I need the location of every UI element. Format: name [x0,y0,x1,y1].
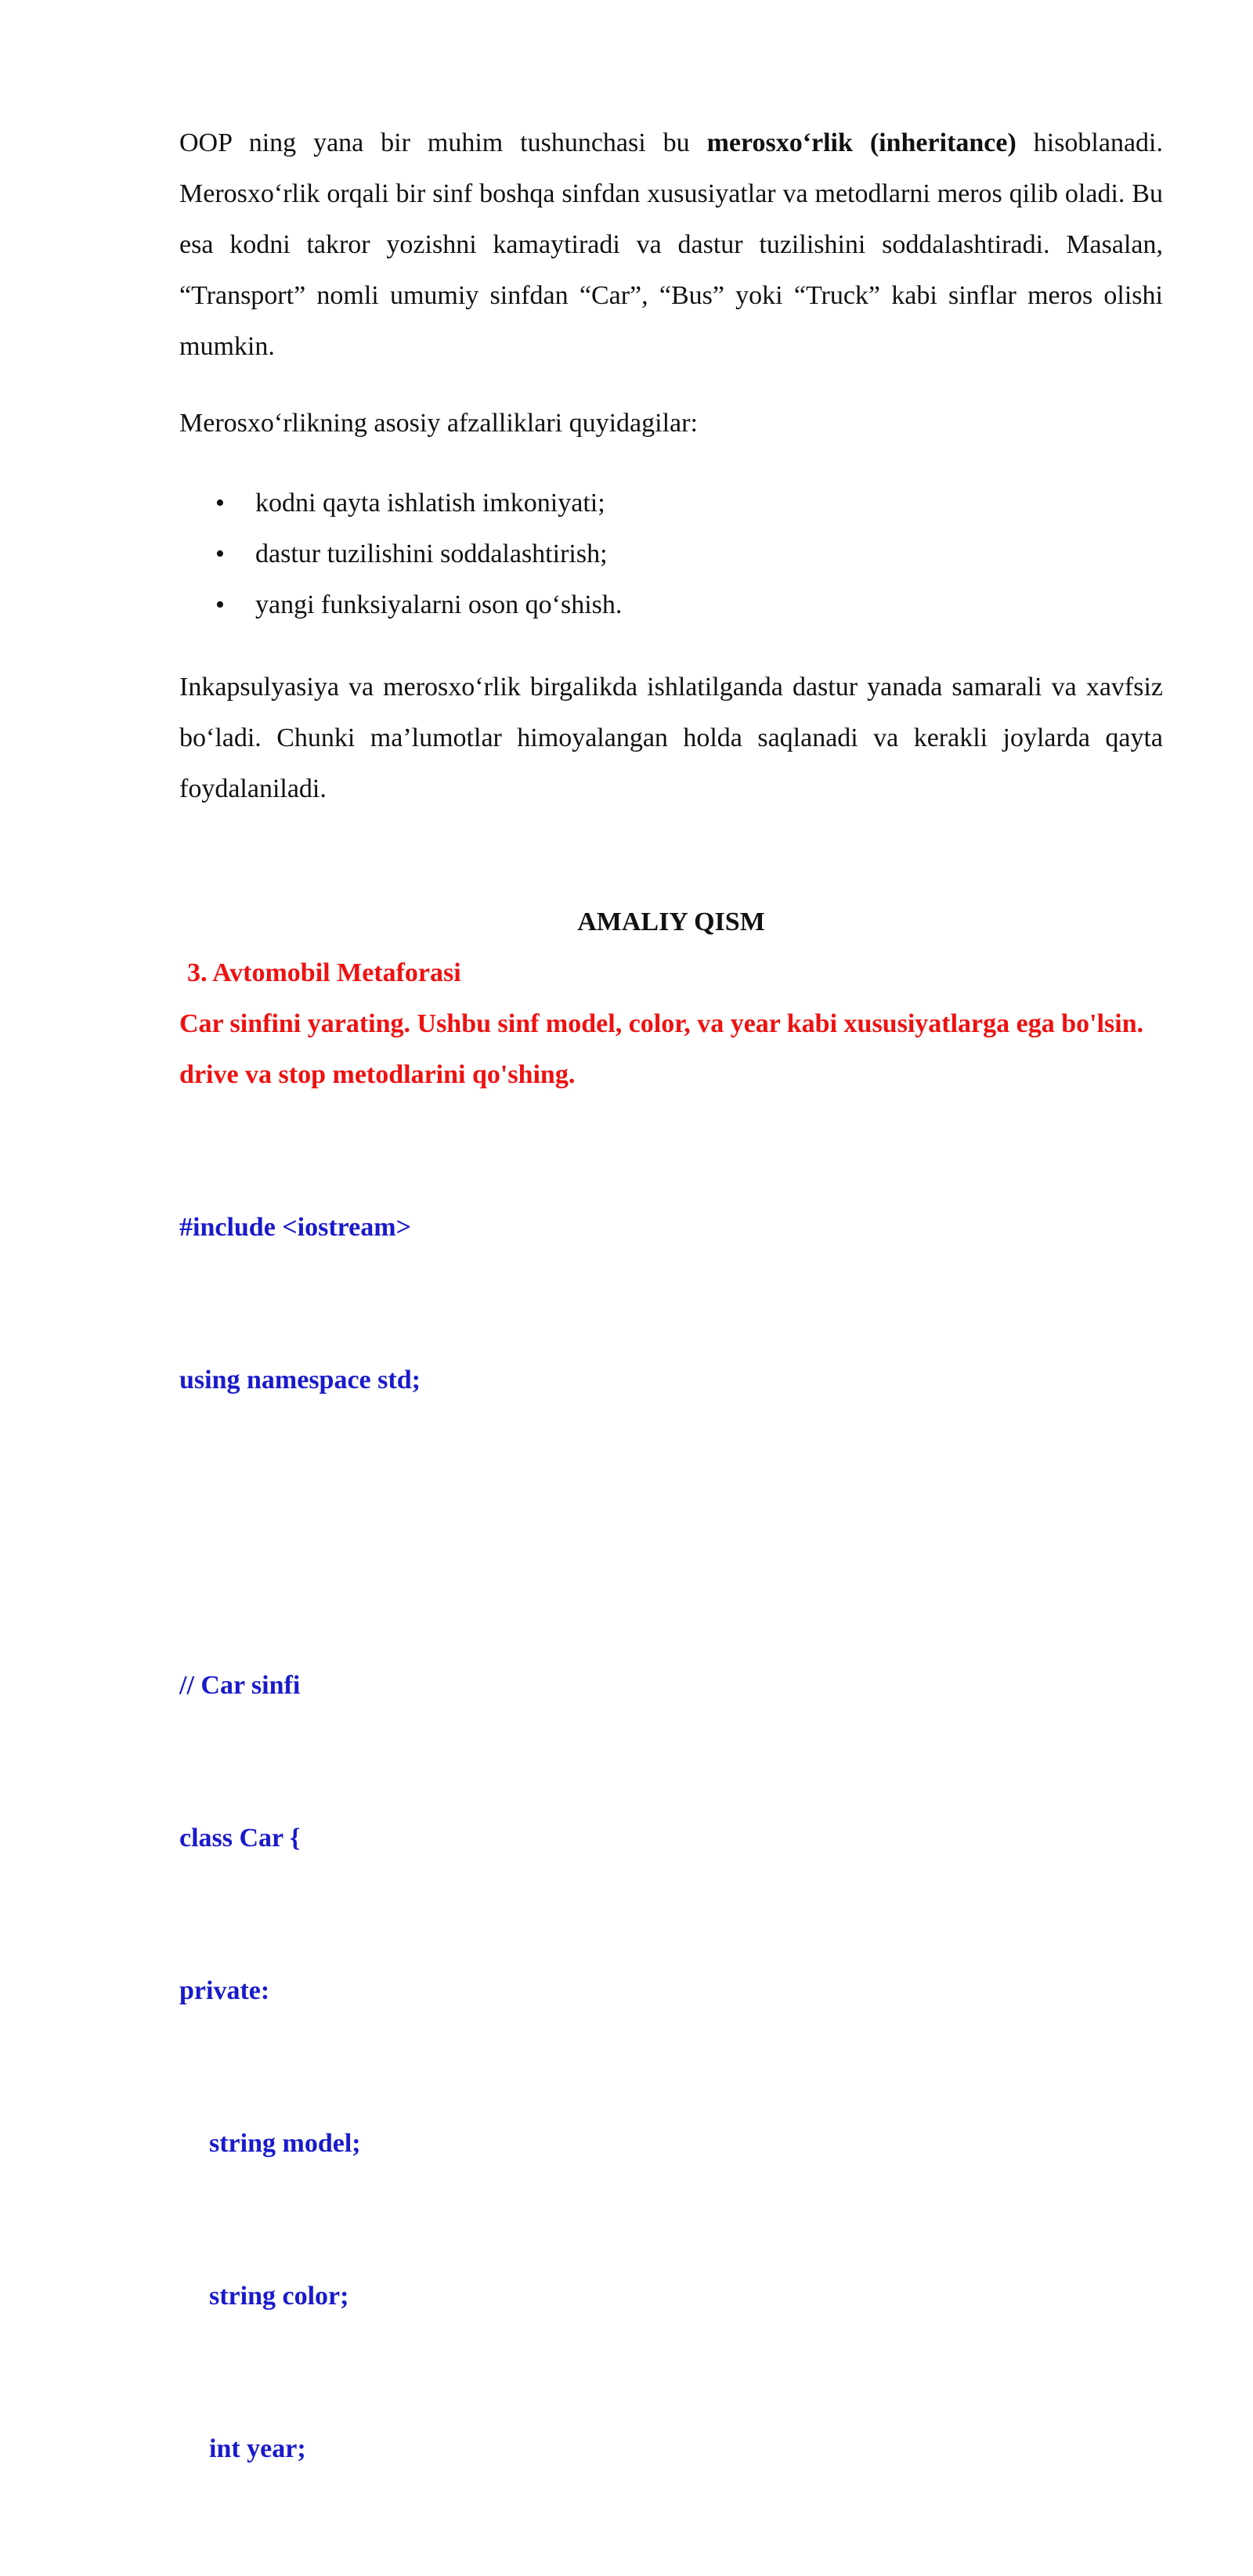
code-line: using namespace std; [179,1366,421,1394]
list-item-text: dastur tuzilishini soddalashtirish; [255,539,608,568]
paragraph-inheritance [179,117,1163,372]
task-description: Car sinfini yarating. Ushbu sinf model, color, va year kabi xususiyatlarga ega bo'lsin. drive va stop metodlarini qo'shing. [179,1009,1144,1089]
list-item-text: kodni qayta ishlatish imkoniyati; [255,489,605,518]
paragraph-inheritance-intro: OOP ning yana bir muhim tushunchasi bu [179,128,707,157]
paragraph-encapsulation: Inkapsulyasiya va merosxo‘rlik birgalikda ishlatilganda dastur yanada samarali va xavfsiz bo‘ladi. Chunki ma’lumotlar himoyalangan holda saqlanadi va kerakli joylarda qayta foydalaniladi. [179,673,1163,803]
code-line: private: [179,1976,270,2005]
bullet-icon: • [215,489,225,518]
code-line: class Car { [179,1824,301,1853]
bullet-icon: • [215,590,225,619]
code-line [179,1507,421,1558]
code-line: #include <iostream> [179,1213,411,1242]
list-item [179,529,622,579]
list-item [179,579,622,630]
bullet-icon: • [215,539,225,568]
code-line: int year; [209,2434,306,2463]
code-line: string model; [209,2129,361,2158]
code-block [179,1100,421,2576]
paragraph-inheritance-body: hisoblanadi. Merosxo‘rlik orqali bir sinf boshqa sinfdan xususiyatlar va metodlarni meros qilib oladi. Bu esa kodni takror yozishni kamaytiradi va dastur tuzilishini soddalashtiradi. Masalan, “Transport” nomli umumiy sinfdan “Car”, “Bus” yoki “Truck” kabi sinflar meros olishi mumkin. [179,128,1163,361]
inheritance-term: merosxo‘rlik (inheritance) [706,128,1016,157]
task-title: 3. Avtomobil Metaforasi [187,958,461,987]
code-line: // Car sinfi [179,1671,301,1700]
code-line: string color; [209,2282,349,2311]
section-title: AMALIY QISM [577,907,765,936]
advantages-list [179,478,622,630]
list-item [179,478,622,529]
list-item-text: yangi funksiyalarni oson qo‘shish. [255,590,623,619]
paragraph-advantages-intro: Merosxo‘rlikning asosiy afzalliklari quyidagilar: [179,409,698,438]
